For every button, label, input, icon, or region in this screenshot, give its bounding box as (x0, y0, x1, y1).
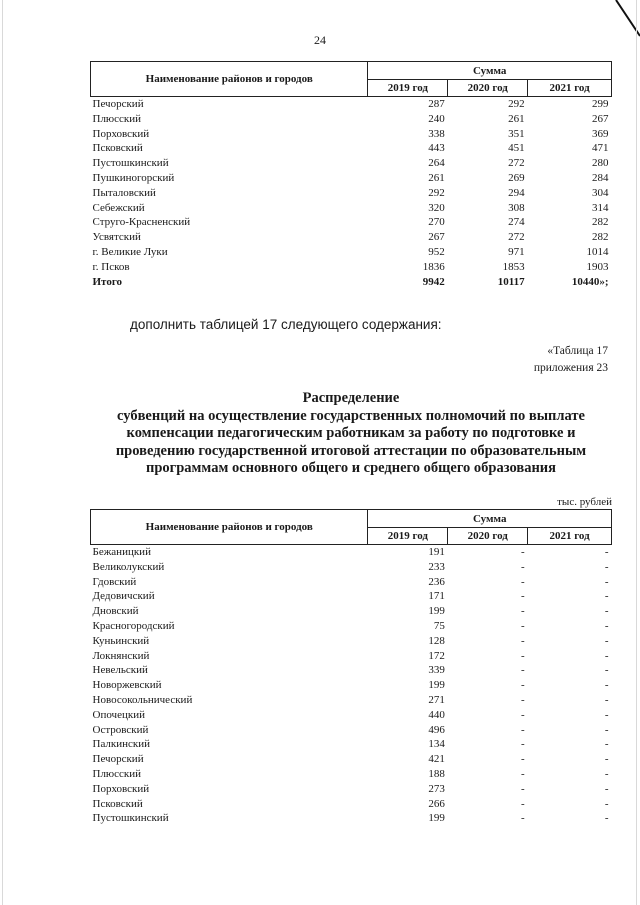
value-2021-cell: 1014 (586, 245, 609, 258)
table-row (91, 649, 612, 664)
value-2019-cell: 9942 (422, 275, 445, 288)
district-name-cell: Островский (92, 723, 149, 736)
value-2021-cell: - (604, 605, 609, 618)
value-2020-cell: - (520, 782, 525, 795)
value-2021-cell: - (604, 753, 609, 766)
value-2021-cell: - (604, 723, 609, 736)
table-row (91, 215, 612, 230)
value-2019-cell: 191 (428, 546, 445, 558)
value-2021-cell: - (604, 679, 609, 692)
table-row (91, 693, 612, 708)
value-2021-cell: - (604, 560, 609, 573)
value-2019-cell: 496 (428, 723, 445, 736)
value-2019-cell: 172 (428, 649, 445, 662)
district-name-cell: Палкинский (92, 738, 151, 751)
heading-title: Распределение (302, 390, 400, 406)
table-16-body (91, 97, 612, 290)
value-2021-cell: 267 (592, 112, 609, 125)
value-2019-cell: 1836 (422, 260, 445, 273)
value-2020-cell: - (520, 664, 525, 677)
table-row (91, 127, 612, 142)
value-2019-cell: 443 (428, 142, 445, 155)
value-2021-cell: 369 (592, 127, 609, 140)
district-name-cell: Новосокольнический (92, 693, 193, 706)
table-17 (90, 509, 612, 826)
district-name-cell: Пушкиногорский (92, 171, 175, 184)
value-2020-cell: 272 (508, 231, 525, 244)
value-2021-cell: - (604, 767, 609, 780)
table-row (91, 634, 612, 649)
value-2020-cell: - (520, 679, 525, 692)
value-2019-cell: 240 (428, 112, 445, 125)
district-name-cell: Локнянский (92, 649, 150, 662)
value-2020-cell: 1853 (502, 260, 525, 273)
header-name: Наименование районов и городов (91, 62, 368, 97)
table-row (91, 186, 612, 201)
value-2021-cell: - (604, 708, 609, 721)
value-2020-cell: 292 (508, 98, 525, 110)
add-table-text: дополнить таблицей 17 следующего содержания: (130, 317, 442, 332)
value-2019-cell: 273 (428, 782, 445, 795)
district-name-cell: Плюсский (92, 112, 142, 125)
value-2020-cell: 971 (508, 245, 525, 258)
value-2019-cell: 292 (428, 186, 445, 199)
value-2021-cell: - (604, 812, 609, 825)
value-2019-cell: 233 (428, 560, 445, 573)
header-name: Наименование районов и городов (91, 510, 368, 545)
table-row (91, 797, 612, 812)
value-2019-cell: 421 (428, 753, 445, 766)
district-name-cell: Порховский (92, 127, 150, 140)
value-2019-cell: 320 (428, 201, 445, 214)
value-2019-cell: 134 (428, 738, 445, 751)
table-16 (90, 61, 612, 289)
district-name-cell: Усвятский (92, 231, 141, 244)
district-name-cell: Пустошкинский (92, 157, 169, 170)
page-number: 24 (314, 33, 326, 47)
district-name-cell: Себежский (92, 201, 145, 214)
table-row (91, 663, 612, 678)
district-name-cell: г. Псков (92, 260, 130, 273)
value-2019-cell: 266 (428, 797, 445, 810)
value-2020-cell: - (520, 797, 525, 810)
value-2020-cell: - (520, 575, 525, 588)
value-2021-cell: - (604, 634, 609, 647)
district-name-cell: Печорский (92, 98, 144, 110)
table-row (91, 575, 612, 590)
value-2021-cell: - (604, 590, 609, 603)
value-2021-cell: 299 (592, 98, 609, 110)
table-row (91, 782, 612, 797)
scan-edge-right (636, 0, 637, 905)
table-row (91, 201, 612, 216)
value-2019-cell: 199 (428, 812, 445, 825)
district-name-cell: Пустошкинский (92, 812, 169, 825)
distribution-heading (90, 390, 612, 478)
value-2019-cell: 75 (433, 619, 445, 632)
value-2019-cell: 440 (428, 708, 445, 721)
district-name-cell: Опочецкий (92, 708, 145, 721)
table-row (91, 604, 612, 619)
header-2020: 2020 год (448, 528, 528, 545)
table-row (91, 708, 612, 723)
district-name-cell: Порховский (92, 782, 150, 795)
value-2019-cell: 952 (428, 245, 445, 258)
table-row (91, 545, 612, 560)
heading-subtitle: субвенций на осуществление государственных полномочий по выплате компенсации педагогическим работникам за работу по подготовке и проведению государственной итоговой аттестации по образовательным программам основного общего и среднего общего образования (115, 407, 587, 476)
value-2021-cell: - (604, 575, 609, 588)
value-2021-cell: - (604, 738, 609, 751)
value-2020-cell: - (520, 767, 525, 780)
district-name-cell: Гдовский (92, 575, 137, 588)
value-2021-cell: 282 (592, 231, 609, 244)
district-name-cell: Плюсский (92, 767, 142, 780)
value-2021-cell: - (604, 649, 609, 662)
value-2021-cell: 284 (592, 171, 609, 184)
value-2020-cell: - (520, 560, 525, 573)
value-2019-cell: 171 (428, 590, 445, 603)
table-row (91, 767, 612, 782)
value-2020-cell: - (520, 738, 525, 751)
district-name-cell: Красногородский (92, 619, 175, 632)
value-2019-cell: 199 (428, 605, 445, 618)
header-2021: 2021 год (528, 528, 612, 545)
table-row (91, 245, 612, 260)
table-row (91, 752, 612, 767)
value-2019-cell: 339 (428, 664, 445, 677)
table-row (91, 678, 612, 693)
value-2021-cell: - (604, 546, 609, 558)
value-2020-cell: 269 (508, 171, 525, 184)
value-2020-cell: 451 (508, 142, 525, 155)
table-row (91, 737, 612, 752)
value-2021-cell: 282 (592, 216, 609, 229)
table-reference (534, 343, 608, 377)
value-2021-cell: - (604, 797, 609, 810)
value-2020-cell: - (520, 753, 525, 766)
table-17-body (91, 545, 612, 827)
value-2021-cell: - (604, 782, 609, 795)
value-2020-cell: 351 (508, 127, 525, 140)
value-2020-cell: - (520, 649, 525, 662)
district-name-cell: Дедовичский (92, 590, 155, 603)
district-name-cell: Струго-Красненский (92, 216, 191, 229)
table-row (91, 112, 612, 127)
value-2021-cell: 314 (592, 201, 609, 214)
value-2020-cell: 10117 (497, 275, 525, 288)
table-row (91, 97, 612, 112)
value-2020-cell: - (520, 723, 525, 736)
value-2019-cell: 338 (428, 127, 445, 140)
table-row (91, 589, 612, 604)
value-2020-cell: 274 (508, 216, 525, 229)
value-2019-cell: 264 (428, 157, 445, 170)
table-row (91, 723, 612, 738)
district-name-cell: г. Великие Луки (92, 245, 168, 258)
district-name-cell: Печорский (92, 753, 144, 766)
district-name-cell: Великолукский (92, 560, 165, 573)
units-label: тыс. рублей (557, 496, 612, 508)
district-name-cell: Бежаницкий (92, 546, 151, 558)
value-2019-cell: 188 (428, 767, 445, 780)
header-2020: 2020 год (448, 80, 528, 97)
district-name-cell: Пыталовский (92, 186, 156, 199)
value-2019-cell: 236 (428, 575, 445, 588)
table-reference-line2: приложения 23 (533, 362, 608, 374)
header-2019: 2019 год (368, 80, 448, 97)
value-2019-cell: 270 (428, 216, 445, 229)
scan-edge-left (2, 0, 3, 905)
value-2020-cell: - (520, 693, 525, 706)
value-2019-cell: 267 (428, 231, 445, 244)
header-2021: 2021 год (528, 80, 612, 97)
value-2020-cell: - (520, 812, 525, 825)
value-2021-cell: 304 (592, 186, 609, 199)
total-row (91, 275, 612, 290)
value-2020-cell: - (520, 634, 525, 647)
value-2020-cell: - (520, 605, 525, 618)
table-row (91, 260, 612, 275)
value-2019-cell: 271 (428, 693, 445, 706)
value-2021-cell: 1903 (586, 260, 609, 273)
value-2019-cell: 287 (428, 98, 445, 110)
value-2021-cell: 10440»; (571, 275, 609, 288)
table-row (91, 560, 612, 575)
table-row (91, 230, 612, 245)
district-name-cell: Куньинский (92, 634, 150, 647)
value-2019-cell: 128 (428, 634, 445, 647)
value-2021-cell: - (604, 693, 609, 706)
value-2020-cell: - (520, 590, 525, 603)
district-name-cell: Новоржевский (92, 679, 162, 692)
table-row (91, 156, 612, 171)
header-2019: 2019 год (368, 528, 448, 545)
value-2020-cell: 261 (508, 112, 525, 125)
value-2020-cell: - (520, 708, 525, 721)
header-sum: Сумма (368, 510, 612, 528)
value-2021-cell: 471 (592, 142, 609, 155)
district-name-cell: Дновский (92, 605, 139, 618)
value-2021-cell: 280 (592, 157, 609, 170)
table-row (91, 619, 612, 634)
district-name-cell: Псковский (92, 142, 143, 155)
table-row (91, 811, 612, 826)
value-2020-cell: 272 (508, 157, 525, 170)
value-2021-cell: - (604, 619, 609, 632)
value-2020-cell: - (520, 619, 525, 632)
value-2020-cell: 294 (508, 186, 525, 199)
value-2020-cell: - (520, 546, 525, 558)
table-reference-line1: «Таблица 17 (547, 345, 608, 357)
value-2021-cell: - (604, 664, 609, 677)
value-2019-cell: 199 (428, 679, 445, 692)
table-row (91, 141, 612, 156)
district-name-cell: Невельский (92, 664, 148, 677)
header-sum: Сумма (368, 62, 612, 80)
district-name-cell: Итого (92, 275, 123, 288)
table-row (91, 171, 612, 186)
value-2020-cell: 308 (508, 201, 525, 214)
value-2019-cell: 261 (428, 171, 445, 184)
district-name-cell: Псковский (92, 797, 143, 810)
